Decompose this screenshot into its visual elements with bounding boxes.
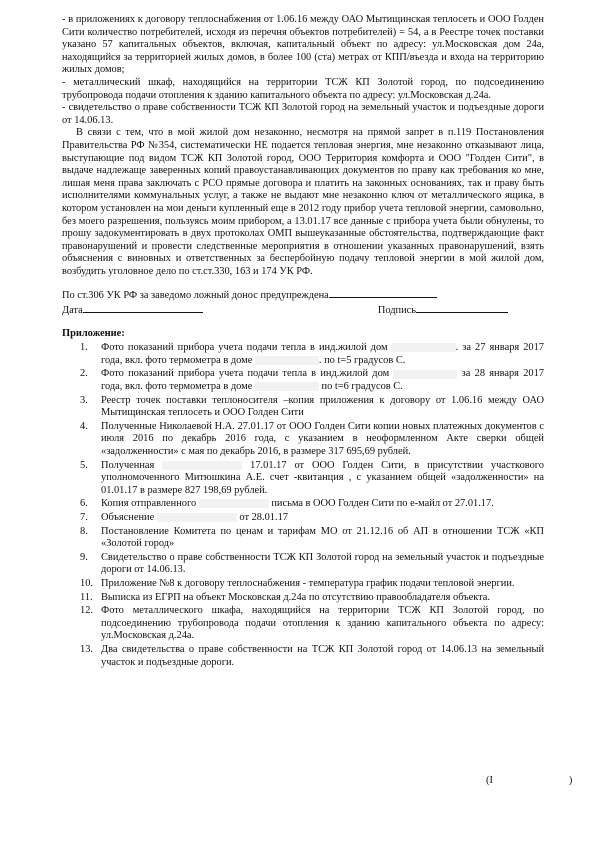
redacted-block: [393, 370, 457, 379]
date-signature-row: [62, 303, 544, 318]
appendix-item: 6. Копия отправленного письма в ООО Голден Сити по е-майл от 27.01.17.: [80, 498, 494, 510]
signature-label: Подпись: [377, 305, 416, 317]
warning-text: По ст.306 УК РФ за заведомо ложный донос предупреждена: [62, 290, 329, 302]
warning-line: [62, 288, 544, 303]
warning-blank: [329, 288, 437, 298]
signature-blank: [416, 303, 508, 313]
appendix-item: 1. Фото показаний прибора учета подачи тепла в инд.жилой дом . за 27 января 2017 года, вкл. фото термометра в доме . по t=5 градусов С.: [80, 342, 544, 366]
appendix-item: 11. Выписка из ЕГРП на объект Московская д.24а по отсутствию правообладателя объекта.: [80, 591, 491, 603]
appendix-item: 8. Постановление Комитета по ценам и тарифам МО от 21.12.16 об АП в отношении ТСЖ «КП «Золотой город»: [80, 525, 544, 550]
redacted-block: [255, 382, 319, 391]
document-page: [62, 14, 544, 670]
appendix-list: [62, 342, 544, 669]
footer-open: (I: [486, 775, 493, 786]
appendix-item: 9. Свидетельство о праве собственности ТСЖ КП Золотой город на земельный участок и подъездные дороги от 14.06.13.: [80, 551, 544, 576]
redacted-block: [162, 461, 242, 470]
appendix-item: 5. Полученная 17.01.17 от ООО Голден Сити, в присутствии участкового уполномоченного Митюшкина А.Е. счет -квитанция , с указанием общей «задолженности» на 01.01.17 в размере 827 198,69 рублей.: [80, 459, 545, 496]
appendix-item: 10. Приложение №8 к договору теплоснабжения - температура график подачи тепловой энергии.: [80, 577, 515, 589]
redacted-block: [392, 343, 456, 352]
footer-close: ): [568, 775, 573, 786]
appendix-item: 12. Фото металлического шкафа, находящийся на территории ТСЖ КП Золотой город, по подсоединению трубопровода подачи отопления к зданию капитального объекта по адресу: ул.Московская д.24а.: [80, 605, 544, 642]
intro-line-1: - в приложениях к договору теплоснабжения от 1.06.16 между ОАО Мытищинская теплосеть и ООО Голден Сити количество потребителей, исходя из перечня объектов потребителей) = 54, а в Реестре точек поставки указано 57 капитальных объектов, включая, капитальный объект по адресу: ул.Московская дом 24а, находящийся за территорией жилых домов, в более 100 (ста) метрах от КПП/въезда и входа на территорию жилых домов;: [62, 14, 544, 76]
appendix-item: 4. Полученные Николаевой Н.А. 27.01.17 от ООО Голден Сити копии новых платежных документов с июля 2016 по декабрь 2016 года, с указанием в неоформленном Акте сверки общей «задолженности» с мая по декабрь 2016, в размере 317 695,69 рублей.: [80, 420, 544, 457]
intro-line-3: - свидетельство о праве собственности ТСЖ КП Золотой город на земельный участок и подъездные дороги от 14.06.13.: [62, 102, 544, 126]
intro-line-2: - металлический шкаф, находящийся на территории ТСЖ КП Золотой город, по подсоединению трубопровода подачи отопления к зданию капитального объекта по адресу: ул.Московская д.24а.: [62, 76, 544, 101]
footer-signature: [486, 775, 576, 786]
main-paragraph: В связи с тем, что в мой жилой дом незаконно, несмотря на прямой запрет в п.119 Постановления Правительства РФ №354, систематически НЕ подается тепловая энергия, мне незаконно отказывают лица, выступающие под видом ТСЖ КП Золотой город, ООО Территория комфорта и ООО "Голден Сити", в выдаче надлежаще заверенных копий правоустанавливающих документов по праву как требования ко мне, лишая меня права заключать с РСО прямые договора и платить на законных основаниях, так и праву быть исполнителями коммунальных услуг, а также не выдают мне незаконно ключ от металлического ящика, в котором установлен на мои деньги купленный еще в 2012 году прибор учета тепловой энергии, самовольно, без моего разрешения, пользуясь моим прибором, а 13.01.17 все данные с прибора учета были обнулены, то прошу задокументировать в двух протоколах ОМП вышеуказанные обстоятельства, подтверждающие факт правонарушений и провести следственные мероприятия в отношении указанных правонарушений, взять объяснения с виновных и ответственных за беспербойную подачу тепловой энергии в мой жилой дом, возбудить уголовное дело по ст.ст.330, 163 и 174 УК РФ.: [62, 127, 544, 277]
redacted-block: [157, 513, 237, 522]
redacted-block: [255, 356, 319, 365]
date-label: Дата: [62, 305, 83, 317]
appendix-item: 3. Реестр точек поставки теплоносителя –копия приложения к договору от 1.06.16 между ОАО Мытищинская теплосеть и ООО Голден Сити: [80, 394, 544, 419]
appendix-item: 7. Объяснение от 28.01.17: [80, 511, 288, 523]
date-blank: [83, 303, 203, 313]
appendix-item: 13. Два свидетельства о праве собственности на ТСЖ КП Золотой город от 14.06.13 на земельный участок и подъездные дороги.: [80, 643, 544, 668]
redacted-block: [199, 499, 269, 508]
appendix-item: 2. Фото показаний прибора учета подачи тепла в инд.жилой дом за 28 января 2017 года, вкл. фото термометра в доме по t=6 градусов С.: [80, 368, 544, 393]
appendix-title: Приложение:: [62, 327, 125, 339]
